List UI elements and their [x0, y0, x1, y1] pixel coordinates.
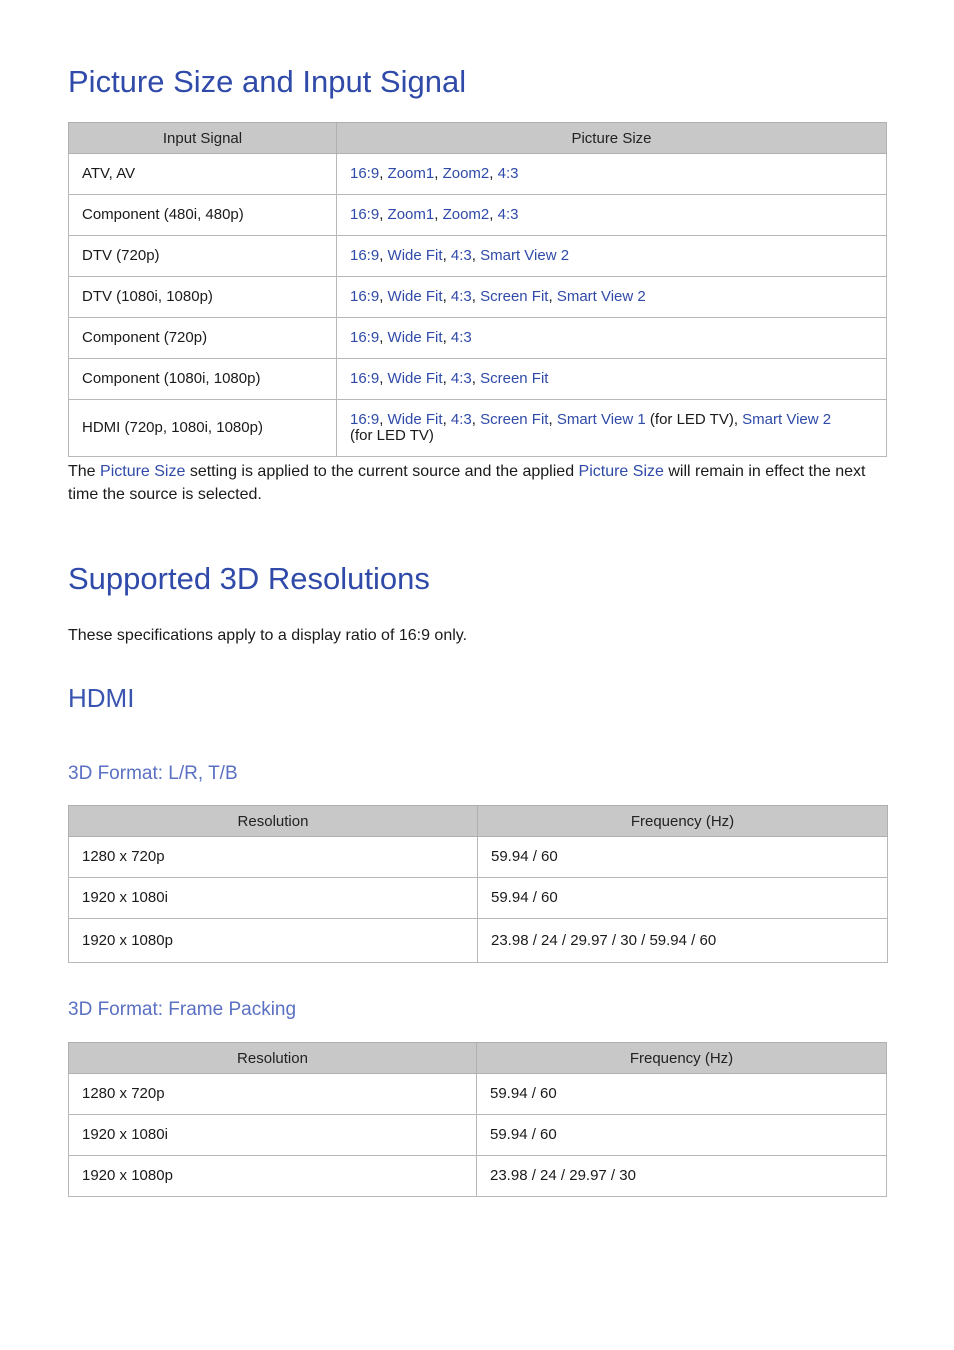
format-title-frame-packing: 3D Format: Frame Packing — [68, 999, 297, 1020]
separator: , — [379, 247, 388, 264]
table-row — [69, 919, 888, 963]
separator: , — [442, 329, 451, 346]
separator: , — [379, 329, 388, 346]
picture-size-option: Zoom1 — [387, 206, 435, 223]
section-title-picture-size: Picture Size and Input Signal — [68, 64, 467, 99]
picture-size-option: 16:9 — [350, 329, 380, 346]
input-signal-cell: DTV (1080i, 1080p) — [69, 277, 337, 318]
input-signal-cell: DTV (720p) — [69, 236, 337, 277]
separator: , — [489, 206, 498, 223]
picture-size-option: Zoom1 — [387, 165, 435, 182]
picture-size-option: 16:9 — [350, 370, 380, 387]
table-row — [69, 359, 887, 400]
frequency-cell: 59.94 / 60 — [477, 1074, 887, 1115]
format-title-lr-tb: 3D Format: L/R, T/B — [68, 763, 238, 784]
input-signal-cell: Component (1080i, 1080p) — [69, 359, 337, 400]
picture-size-option: Screen Fit — [480, 288, 549, 305]
frequency-cell: 59.94 / 60 — [477, 1115, 887, 1156]
picture-size-option: 4:3 — [497, 206, 519, 223]
section-title-3d-resolutions: Supported 3D Resolutions — [68, 561, 430, 596]
picture-size-cell — [337, 277, 887, 318]
note-text: The — [68, 463, 101, 480]
picture-size-option: 16:9 — [350, 247, 380, 264]
separator: , — [379, 165, 388, 182]
note-text: (for LED TV) — [350, 427, 434, 444]
3d-lr-tb-table — [68, 805, 888, 963]
picture-size-option: Zoom2 — [442, 206, 490, 223]
3d-frame-packing-table — [68, 1042, 887, 1197]
frequency-cell: 23.98 / 24 / 29.97 / 30 / 59.94 / 60 — [478, 919, 888, 963]
picture-size-setting-link: Picture Size — [578, 463, 664, 480]
table-header-row — [69, 123, 887, 154]
resolution-cell: 1280 x 720p — [69, 837, 478, 878]
separator: , — [442, 411, 451, 428]
column-header-resolution: Resolution — [69, 806, 478, 837]
frequency-cell: 23.98 / 24 / 29.97 / 30 — [477, 1156, 887, 1197]
separator: , — [379, 288, 388, 305]
subsection-title-hdmi: HDMI — [68, 683, 135, 713]
separator: , — [442, 288, 451, 305]
column-header-frequency: Frequency (Hz) — [478, 806, 888, 837]
separator: , — [471, 247, 481, 264]
resolution-cell: 1920 x 1080p — [69, 919, 478, 963]
table-row — [69, 195, 887, 236]
separator: , — [442, 247, 451, 264]
separator: , — [471, 370, 481, 387]
column-header-input-signal: Input Signal — [69, 123, 337, 154]
table-row — [69, 1156, 887, 1197]
separator: , — [434, 206, 443, 223]
picture-size-option: Screen Fit — [480, 370, 549, 387]
input-signal-cell: ATV, AV — [69, 154, 337, 195]
input-signal-cell: HDMI (720p, 1080i, 1080p) — [69, 400, 337, 457]
picture-size-option: 4:3 — [450, 247, 472, 264]
picture-size-table — [68, 122, 887, 457]
picture-size-option: Zoom2 — [442, 165, 490, 182]
note-text: (for LED TV), — [645, 411, 743, 428]
picture-size-option: 16:9 — [350, 165, 380, 182]
picture-size-option: Wide Fit — [387, 247, 443, 264]
picture-size-option: 16:9 — [350, 288, 380, 305]
picture-size-option: Smart View 2 — [742, 411, 832, 428]
table-row — [69, 154, 887, 195]
picture-size-cell — [337, 359, 887, 400]
table-row — [69, 1115, 887, 1156]
picture-size-option: Smart View 1 — [556, 411, 646, 428]
separator: , — [471, 411, 481, 428]
separator: , — [548, 411, 557, 428]
picture-size-option: Screen Fit — [480, 411, 549, 428]
picture-size-option: 4:3 — [450, 411, 472, 428]
3d-intro-text: These specifications apply to a display ratio of 16:9 only. — [68, 627, 468, 644]
picture-size-option: 4:3 — [450, 329, 472, 346]
table-row — [69, 277, 887, 318]
picture-size-option: 4:3 — [497, 165, 519, 182]
picture-size-cell — [337, 400, 887, 457]
table-header-row — [69, 1043, 887, 1074]
table-row — [69, 837, 888, 878]
picture-size-note — [68, 460, 886, 506]
picture-size-setting-link: Picture Size — [100, 463, 186, 480]
input-signal-cell: Component (480i, 480p) — [69, 195, 337, 236]
separator: , — [471, 288, 481, 305]
picture-size-cell — [337, 195, 887, 236]
picture-size-cell — [337, 318, 887, 359]
column-header-picture-size: Picture Size — [337, 123, 887, 154]
separator: , — [442, 370, 451, 387]
table-row — [69, 400, 887, 457]
resolution-cell: 1280 x 720p — [69, 1074, 477, 1115]
frequency-cell: 59.94 / 60 — [478, 837, 888, 878]
picture-size-option: Wide Fit — [387, 370, 443, 387]
separator: , — [489, 165, 498, 182]
note-text: setting is applied to the current source and the applied — [185, 463, 579, 480]
resolution-cell: 1920 x 1080i — [69, 1115, 477, 1156]
picture-size-option: Smart View 2 — [480, 247, 570, 264]
picture-size-option: 4:3 — [450, 288, 472, 305]
picture-size-cell — [337, 154, 887, 195]
separator: , — [379, 411, 388, 428]
picture-size-cell — [337, 236, 887, 277]
separator: , — [434, 165, 443, 182]
picture-size-option: Wide Fit — [387, 288, 443, 305]
separator: , — [379, 370, 388, 387]
input-signal-cell: Component (720p) — [69, 318, 337, 359]
separator: , — [548, 288, 557, 305]
separator: , — [379, 206, 388, 223]
table-row — [69, 878, 888, 919]
frequency-cell: 59.94 / 60 — [478, 878, 888, 919]
picture-size-option: Smart View 2 — [556, 288, 646, 305]
column-header-resolution: Resolution — [69, 1043, 477, 1074]
resolution-cell: 1920 x 1080i — [69, 878, 478, 919]
note-text: will remain in effect the next time the source is selected. — [68, 463, 866, 503]
picture-size-option: 16:9 — [350, 411, 380, 428]
table-header-row — [69, 806, 888, 837]
resolution-cell: 1920 x 1080p — [69, 1156, 477, 1197]
picture-size-option: 16:9 — [350, 206, 380, 223]
picture-size-option: Wide Fit — [387, 411, 443, 428]
table-row — [69, 1074, 887, 1115]
column-header-frequency: Frequency (Hz) — [477, 1043, 887, 1074]
table-row — [69, 236, 887, 277]
table-row — [69, 318, 887, 359]
picture-size-option: Wide Fit — [387, 329, 443, 346]
picture-size-option: 4:3 — [450, 370, 472, 387]
